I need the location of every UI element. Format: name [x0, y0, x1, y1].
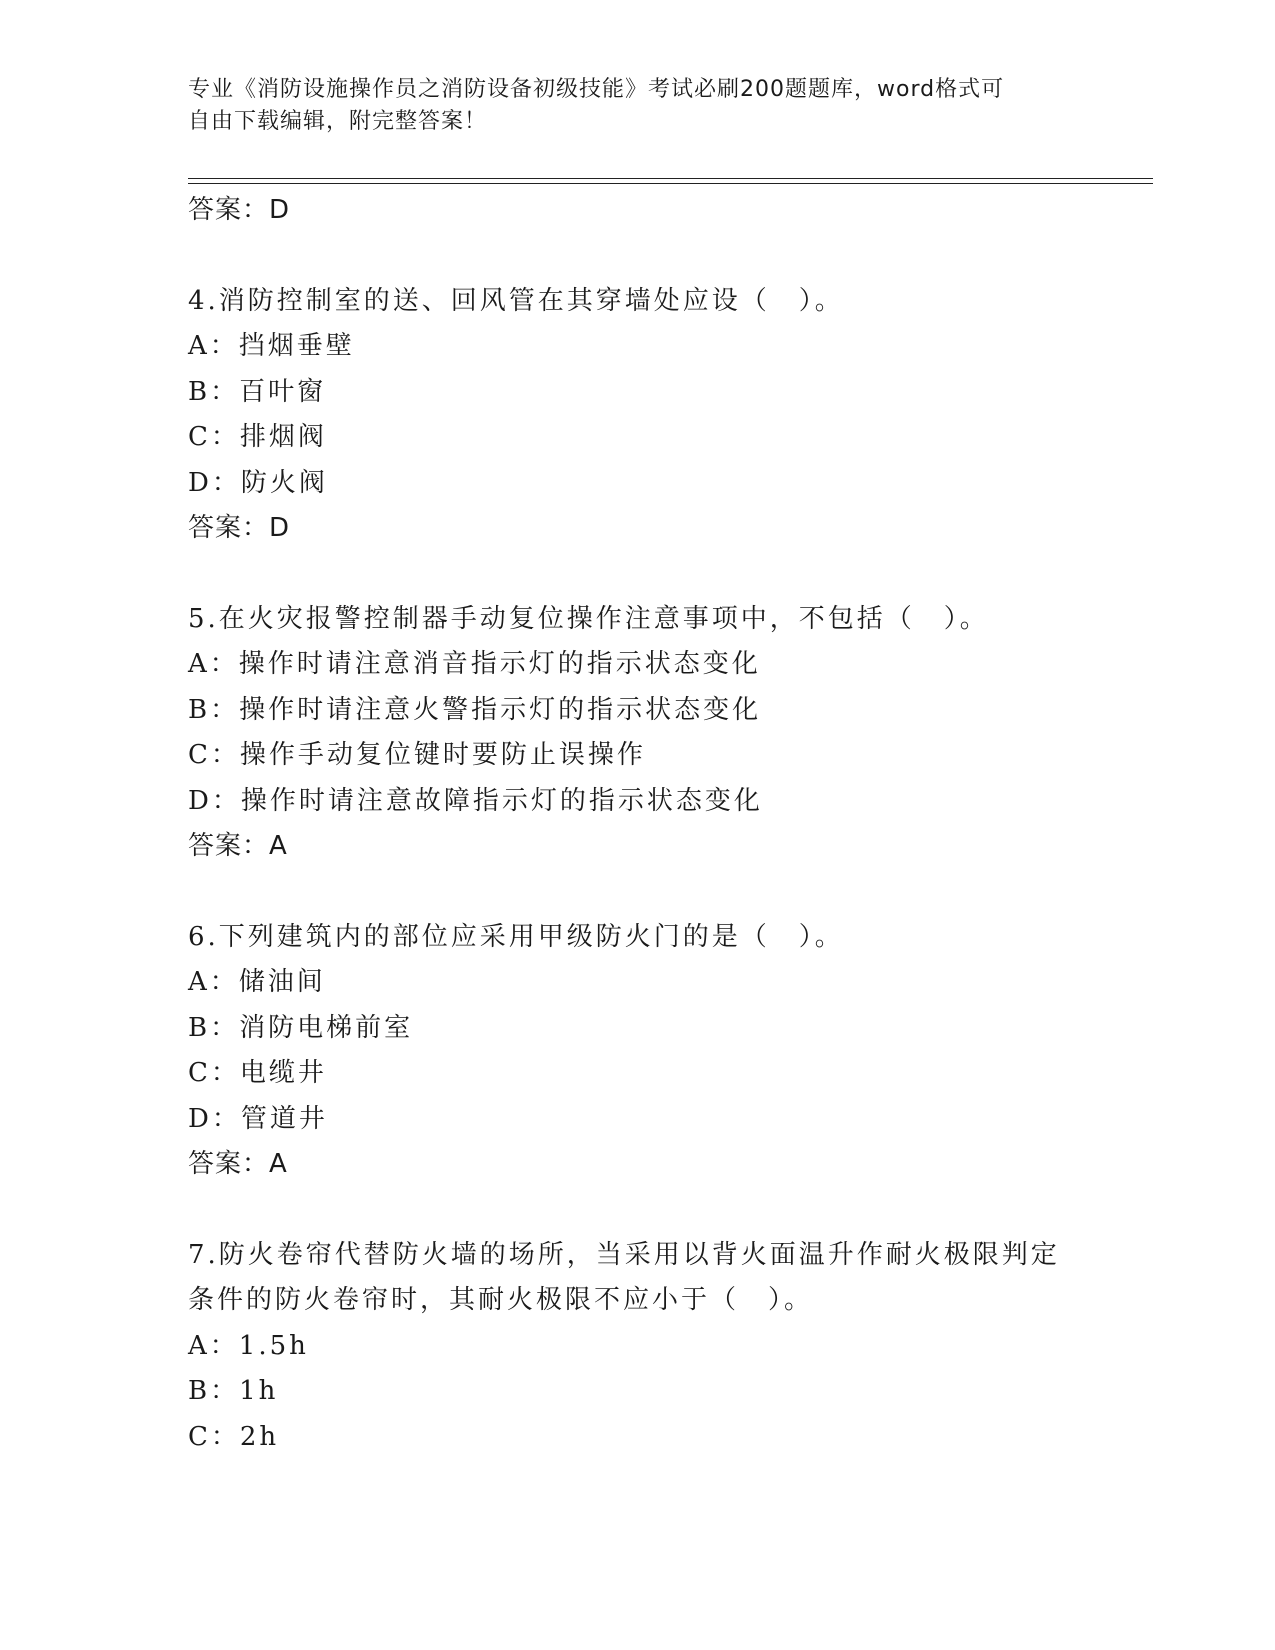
option-c: C：排烟阀 [188, 422, 327, 452]
question-text: 4.消防控制室的送、回风管在其穿墙处应设（ ）。 [188, 285, 844, 316]
answer-line: 答案：D [188, 513, 291, 543]
header-divider-top [188, 178, 1153, 179]
document-header [188, 74, 1088, 138]
question-5 [188, 597, 1088, 870]
question-text-line-2: 条件的防火卷帘时，其耐火极限不应小于（ ）。 [188, 1285, 814, 1315]
option-b: B：消防电梯前室 [188, 1012, 414, 1043]
answer-line: 答案：A [188, 831, 288, 861]
question-7 [188, 1233, 1088, 1461]
question-4 [188, 279, 1088, 552]
question-text: 5.在火灾报警控制器手动复位操作注意事项中，不包括（ ）。 [188, 603, 989, 634]
header-line-1: 专业《消防设施操作员之消防设备初级技能》考试必刷200题题库，word格式可 [188, 77, 1005, 102]
option-d: D：管道井 [188, 1103, 328, 1134]
option-c: C：操作手动复位键时要防止误操作 [188, 740, 646, 770]
option-a: A：挡烟垂壁 [188, 331, 355, 361]
document-body [188, 188, 1088, 1460]
answer-line: 答案：D [188, 195, 291, 225]
answer-line: 答案：A [188, 1149, 288, 1179]
header-divider-bottom [188, 183, 1153, 184]
header-line-2: 自由下载编辑，附完整答案！ [188, 109, 488, 134]
option-c: C：2h [188, 1421, 280, 1452]
option-a: A：操作时请注意消音指示灯的指示状态变化 [188, 649, 761, 679]
question-6 [188, 915, 1088, 1188]
option-d: D：操作时请注意故障指示灯的指示状态变化 [188, 785, 763, 816]
option-a: A：1.5h [188, 1330, 309, 1361]
option-a: A：储油间 [188, 967, 326, 997]
option-c: C：电缆井 [188, 1058, 327, 1088]
option-d: D：防火阀 [188, 467, 328, 498]
option-b: B：百叶窗 [188, 376, 327, 407]
question-text: 6.下列建筑内的部位应采用甲级防火门的是（ ）。 [188, 921, 844, 952]
question-text-line-1: 7.防火卷帘代替防火墙的场所，当采用以背火面温升作耐火极限判定 [188, 1239, 1060, 1270]
option-b: B：操作时请注意火警指示灯的指示状态变化 [188, 694, 762, 725]
option-b: B：1h [188, 1376, 279, 1406]
